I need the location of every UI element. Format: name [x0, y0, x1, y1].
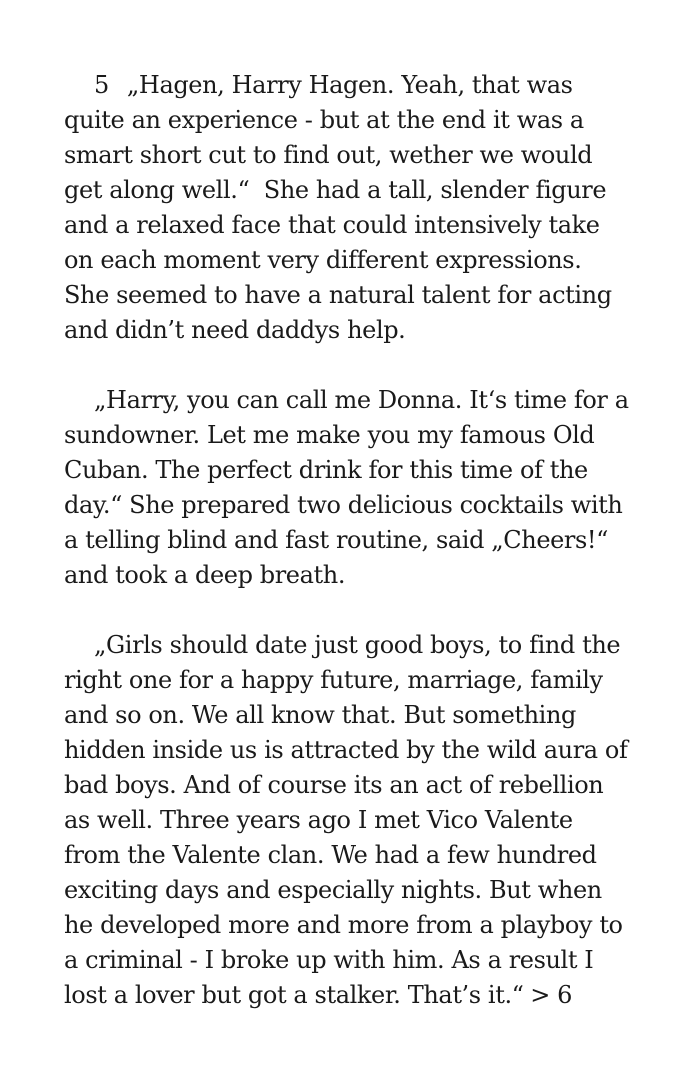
paragraph-gap	[64, 348, 644, 383]
text-line: and so on. We all know that. But something	[64, 701, 576, 729]
text-line: a telling blind and fast routine, said „Cheers!“	[64, 526, 609, 554]
text-line: as well. Three years ago I met Vico Valente	[64, 806, 573, 834]
text-line-content: lost a lover but got a stalker. That’s it.“	[64, 981, 524, 1009]
text-line: on each moment very different expressions.	[64, 246, 582, 274]
text-line: he developed more and more from a playboy to	[64, 911, 623, 939]
text-line: a criminal - I broke up with him. As a result I	[64, 946, 594, 974]
text-line: „Girls should date just good boys, to find the	[94, 631, 621, 659]
book-page	[64, 68, 644, 1013]
text-line: sundowner. Let me make you my famous Old	[64, 421, 595, 449]
text-line: day.“ She prepared two delicious cocktails with	[64, 491, 623, 519]
paragraph-gap	[64, 593, 644, 628]
text-line: hidden inside us is attracted by the wild aura of	[64, 736, 628, 764]
paragraph-2	[64, 383, 644, 593]
paragraph-1	[64, 68, 644, 348]
next-page-link[interactable]: > 6	[530, 981, 572, 1009]
text-line	[64, 978, 644, 1013]
text-line: smart short cut to find out, wether we would	[64, 141, 593, 169]
text-line: bad boys. And of course its an act of rebellion	[64, 771, 604, 799]
text-line: Cuban. The perfect drink for this time of the	[64, 456, 588, 484]
text-line	[64, 68, 644, 103]
paragraph-3	[64, 628, 644, 1013]
text-line: right one for a happy future, marriage, family	[64, 666, 603, 694]
text-line: She seemed to have a natural talent for acting	[64, 281, 612, 309]
text-line: get along well.“ She had a tall, slender figure	[64, 176, 607, 204]
text-line-content: „Hagen, Harry Hagen. Yeah, that was	[126, 71, 573, 99]
text-line: exciting days and especially nights. But when	[64, 876, 602, 904]
text-line: „Harry, you can call me Donna. It‘s time for a	[94, 386, 629, 414]
text-line: and took a deep breath.	[64, 561, 346, 589]
text-line: and a relaxed face that could intensively take	[64, 211, 600, 239]
text-line: quite an experience - but at the end it was a	[64, 106, 584, 134]
text-line: and didn’t need daddys help.	[64, 316, 406, 344]
page-number: 5	[94, 71, 109, 99]
text-line: from the Valente clan. We had a few hundred	[64, 841, 597, 869]
